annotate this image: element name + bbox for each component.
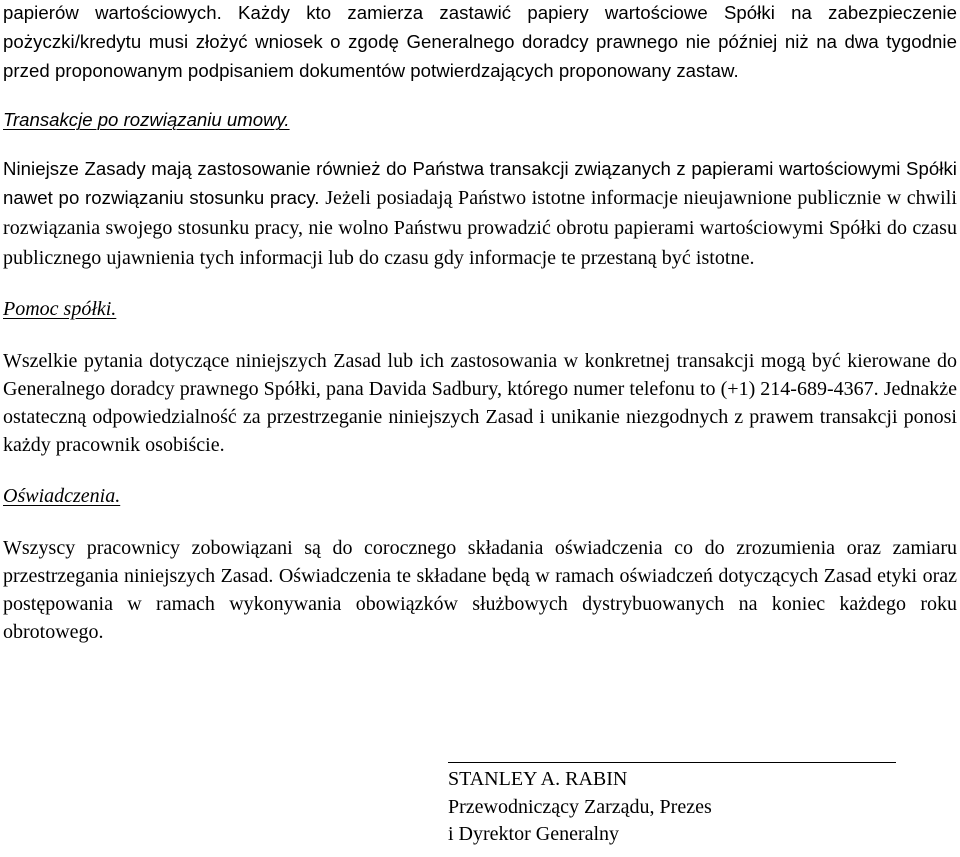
paragraph-company-help: Wszelkie pytania dotyczące niniejszych Zasad lub ich zastosowania w konkretnej transakcji mogą być kierowane do Generalnego doradcy prawnego Spółki, pana Davida Sadbury, którego numer telefonu to (+1) 214-689-4367. Jednakże ostateczną odpowiedzialność za przestrzeganie niniejszych Zasad i unikanie niezgodnych z prawem transakcji ponosi każdy pracownik osobiście. [3, 350, 957, 456]
document-body [3, 0, 957, 646]
heading-post-termination [3, 105, 957, 134]
heading-company-help-text: Pomoc spółki. [3, 298, 117, 321]
paragraph-post-termination [3, 154, 957, 272]
paragraph-post-termination-part1: Niniejsze Zasady mają zastosowanie również do Państwa transakcji związanych z papierami wartościowymi Spółki nawet po rozwiązaniu stosunku pracy. [3, 158, 957, 208]
heading-company-help [3, 296, 957, 324]
signatory-title-line2: i Dyrektor Generalny [448, 823, 620, 845]
signatory-name: STANLEY A. RABIN [448, 768, 628, 790]
heading-post-termination-text: Transakcje po rozwiązaniu umowy. [3, 109, 290, 130]
paragraph-post-termination-part2: Jeżeli posiadają Państwo istotne informacje nieujawnione publicznie w chwili rozwiązania swojego stosunku pracy, nie wolno Państwu prowadzić obrotu papierami wartościowymi Spółki do czasu publicznego ujawnienia tych informacji lub do czasu gdy informacje te przestaną być istotne. [3, 187, 957, 269]
paragraph-certifications: Wszyscy pracownicy zobowiązani są do corocznego składania oświadczenia co do zrozumienia oraz zamiaru przestrzegania niniejszych Zasad. Oświadczenia te składane będą w ramach oświadczeń dotyczących Zasad etyki oraz postępowania w ramach wykonywania obowiązków służbowych dystrybuowanych na koniec każdego roku obrotowego. [3, 537, 957, 643]
heading-certifications-text: Oświadczenia. [3, 485, 121, 508]
paragraph-pledge: papierów wartościowych. Każdy kto zamierza zastawić papiery wartościowe Spółki na zabezpieczenie pożyczki/kredytu musi złożyć wniosek o zgodę Generalnego doradcy prawnego nie później niż na dwa tygodnie przed proponowanym podpisaniem dokumentów potwierdzających proponowany zastaw. [3, 2, 957, 81]
signatory-title-line1: Przewodniczący Zarządu, Prezes [448, 795, 712, 818]
signature-line [448, 762, 896, 763]
heading-certifications [3, 483, 957, 511]
signature-block [448, 762, 908, 849]
